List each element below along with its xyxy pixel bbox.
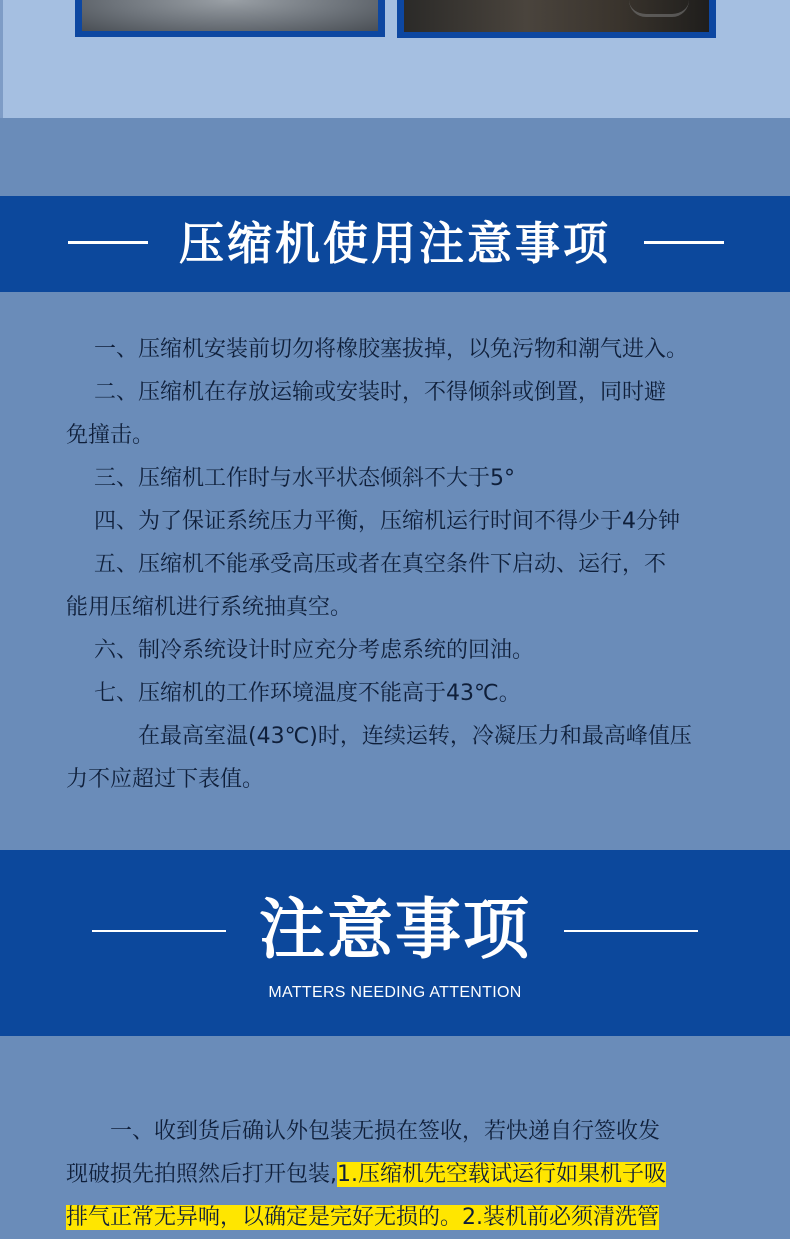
note-item-5: 五、压缩机不能承受高压或者在真空条件下启动、运行，不	[94, 552, 667, 577]
header-rule-right	[644, 241, 724, 244]
photo-image	[404, 0, 709, 32]
photo-image	[82, 0, 378, 31]
note-item-2: 二、压缩机在存放运输或安装时，不得倾斜或倒置，同时避	[94, 380, 667, 405]
attention-line-1: 一、收到货后确认外包装无损在签收，若快递自行签收发	[110, 1119, 661, 1144]
product-photo-right	[397, 0, 716, 38]
header-rule-right	[564, 930, 698, 932]
attention-text-plain: 现破损先拍照然后打开包装,	[66, 1162, 337, 1187]
highlighted-text: 1.压缩机先空载试运行如果机子吸	[337, 1162, 666, 1187]
section-title: 压缩机使用注意事项	[178, 217, 611, 270]
section-title: 注意事项	[259, 891, 531, 968]
top-photo-band	[0, 0, 790, 118]
header-rule-left	[68, 241, 148, 244]
note-item-5-cont: 能用压缩机进行系统抽真空。	[66, 595, 353, 620]
section-subtitle: MATTERS NEEDING ATTENTION	[268, 984, 522, 1001]
highlighted-text: 排气正常无异响，以确定是完好无损的。2.装机前必须清洗管	[66, 1205, 659, 1230]
band-edge	[0, 0, 3, 118]
header-rule-left	[92, 930, 226, 932]
note-item-6: 六、制冷系统设计时应充分考虑系统的回油。	[94, 638, 535, 663]
note-item-7: 七、压缩机的工作环境温度不能高于43℃。	[94, 681, 521, 706]
note-item-8: 在最高室温(43℃)时，连续运转，冷凝压力和最高峰值压	[138, 724, 692, 749]
note-item-4: 四、为了保证系统压力平衡，压缩机运行时间不得少于4分钟	[94, 509, 680, 534]
attention-line-3	[66, 1196, 766, 1239]
note-item-3: 三、压缩机工作时与水平状态倾斜不大于5°	[94, 466, 515, 491]
attention-line-2	[66, 1153, 766, 1196]
note-item-1: 一、压缩机安装前切勿将橡胶塞拔掉，以免污物和潮气进入。	[94, 337, 689, 362]
note-item-2-cont: 免撞击。	[66, 423, 155, 448]
product-photo-left	[75, 0, 385, 37]
note-item-8-cont: 力不应超过下表值。	[66, 767, 265, 792]
